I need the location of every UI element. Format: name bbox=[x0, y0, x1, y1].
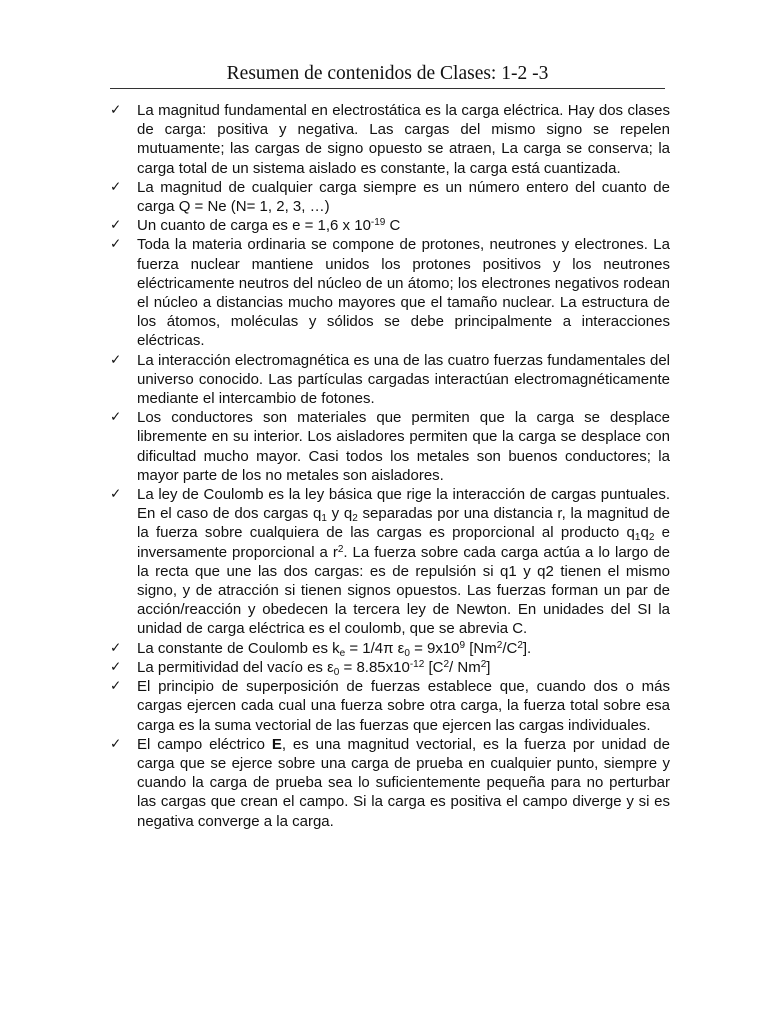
list-item-text bbox=[137, 658, 670, 677]
check-mark-icon: ✓ bbox=[110, 409, 122, 426]
check-mark-icon: ✓ bbox=[110, 486, 122, 503]
text-run: -12 bbox=[409, 658, 425, 670]
text-run: y q bbox=[326, 505, 353, 523]
check-mark-icon: ✓ bbox=[110, 351, 122, 368]
text-run: ]. bbox=[522, 639, 532, 657]
text-run: 1 bbox=[634, 532, 641, 544]
list-item bbox=[110, 485, 670, 639]
list-item-text bbox=[137, 639, 670, 658]
text-run: La magnitud fundamental en electrostática es la carga eléctrica. Hay dos clases de carga: positiva y negativa. Las cargas del mismo signo se repelen mutuamente; las cargas de signo opuesto se atraen, La carga se conserva; la carga total de un sistema aislado es constante, la carga está cuantizada. bbox=[137, 102, 670, 177]
text-run: 2 bbox=[352, 513, 358, 525]
text-run: = 1/4π ε bbox=[345, 639, 405, 657]
check-mark-icon: ✓ bbox=[110, 102, 122, 118]
text-run: 1 bbox=[321, 513, 327, 525]
list-item bbox=[110, 216, 670, 235]
list-item bbox=[110, 735, 670, 831]
text-run: E bbox=[271, 735, 282, 753]
text-run: El principio de superposición de fuerzas establece que, cuando dos o más cargas ejercen cada cual una fuerza sobre otra carga, la fuerza total sobre esa carga es la suma vectorial de las fuerzas que ejercen las cargas individuales. bbox=[137, 678, 670, 734]
text-run: 2 bbox=[443, 658, 450, 670]
text-run: La permitividad del vacío es ε bbox=[137, 658, 334, 676]
check-mark-icon: ✓ bbox=[110, 639, 122, 656]
text-run: La magnitud de cualquier carga siempre es un número entero del cuanto de carga Q = Ne (N= 1, 2, 3, …) bbox=[137, 178, 670, 216]
check-mark-icon: ✓ bbox=[110, 236, 122, 253]
text-run: 2 bbox=[648, 532, 655, 544]
text-run: Los conductores son materiales que permiten que la carga se desplace libremente en su interior. Los aisladores permiten que la carga se desplace con dificultad mucho mayor. Casi todos los metales son buenos conductores; la mayor parte de los no metales son aisladores. bbox=[137, 409, 670, 484]
list-item-text bbox=[137, 101, 670, 178]
text-run: 9 bbox=[459, 639, 466, 651]
text-run: e inversamente proporcional a r bbox=[137, 524, 671, 561]
text-run: , es una magnitud vectorial, es la fuerza por unidad de carga que se ejerce sobre una carga de prueba en cualquier punto, siempre y cuando la carga de prueba sea lo suficientemente pequeña para no perturbar las cargas que crean el campo. Si la carga es positiva el campo diverge y si es negativa converge a la carga. bbox=[137, 735, 670, 830]
check-mark-icon: ✓ bbox=[110, 678, 122, 695]
list-item bbox=[110, 101, 670, 178]
text-run: separadas por una distancia r, la magnitud de la fuerza sobre cualquiera de las cargas es proporcional al producto q bbox=[137, 505, 670, 542]
check-mark-icon: ✓ bbox=[110, 217, 122, 234]
text-run: ] bbox=[486, 658, 491, 676]
check-mark-icon: ✓ bbox=[110, 735, 122, 752]
bullet-list bbox=[110, 101, 670, 831]
text-run: 2 bbox=[480, 658, 487, 670]
text-run: -19 bbox=[370, 217, 386, 229]
list-item bbox=[110, 658, 670, 677]
list-item-text bbox=[137, 351, 670, 409]
list-item bbox=[110, 408, 670, 485]
text-run: = 8.85x10 bbox=[339, 658, 410, 676]
list-item-text bbox=[137, 485, 670, 639]
text-run: . La fuerza sobre cada carga actúa a lo largo de la recta que une las dos cargas: es de repulsión si q1 y q2 tienen el mismo signo, y de atracción si tienen signos opuestos. Las fuerzas forman un par de acción/reacción y obedecen la tercera ley de Newton. En unidades del SI la unidad de carga eléctrica es el coulomb, que se abrevia C. bbox=[137, 543, 671, 638]
text-run: La interacción electromagnética es una de las cuatro fuerzas fundamentales del universo conocido. Las partículas cargadas interactúan electromagnéticamente mediante el intercambio de fotones. bbox=[137, 351, 670, 408]
check-mark-icon: ✓ bbox=[110, 658, 122, 675]
text-run: = 9x10 bbox=[409, 639, 460, 657]
text-run: 0 bbox=[333, 666, 340, 678]
text-run: La ley de Coulomb es la ley básica que rige la interacción de cargas puntuales. En el caso de dos cargas q bbox=[137, 486, 670, 523]
list-item bbox=[110, 235, 670, 350]
list-item-text bbox=[137, 235, 670, 350]
list-item-text bbox=[137, 677, 670, 735]
text-run: La constante de Coulomb es k bbox=[137, 639, 340, 657]
list-item bbox=[110, 639, 670, 658]
text-run: / Nm bbox=[449, 658, 481, 676]
text-run: Un cuanto de carga es e = 1,6 x 10 bbox=[137, 217, 371, 235]
text-run: 2 bbox=[337, 543, 344, 555]
text-run: [C bbox=[424, 658, 444, 676]
title-underline bbox=[110, 88, 665, 89]
text-run: q bbox=[640, 524, 649, 542]
text-run: [Nm bbox=[465, 639, 497, 657]
text-run: C bbox=[385, 217, 401, 235]
text-run: Toda la materia ordinaria se compone de protones, neutrones y electrones. La fuerza nuclear mantiene unidos los protones positivos y los neutrones eléctricamente neutros del núcleo de un átomo; los electrones negativos rodean el núcleo a distancias mucho mayores que el tamaño nuclear. La estructura de los átomos, moléculas y sólidos se debe principalmente a interacciones eléctricas. bbox=[137, 236, 670, 350]
list-item-text bbox=[137, 216, 670, 235]
list-item-text bbox=[137, 408, 670, 485]
list-item bbox=[110, 178, 670, 216]
check-mark-icon: ✓ bbox=[110, 178, 122, 195]
list-item-text bbox=[137, 735, 670, 831]
text-run: 2 bbox=[496, 639, 503, 651]
list-item-text bbox=[137, 178, 670, 216]
list-item bbox=[110, 351, 670, 409]
text-run: El campo eléctrico bbox=[137, 735, 272, 753]
text-run: e bbox=[339, 647, 346, 659]
text-run: 0 bbox=[404, 647, 410, 659]
text-run: 2 bbox=[517, 639, 523, 651]
list-item bbox=[110, 677, 670, 735]
text-run: /C bbox=[502, 639, 518, 657]
page-title: Resumen de contenidos de Clases: 1-2 -3 bbox=[226, 63, 549, 84]
